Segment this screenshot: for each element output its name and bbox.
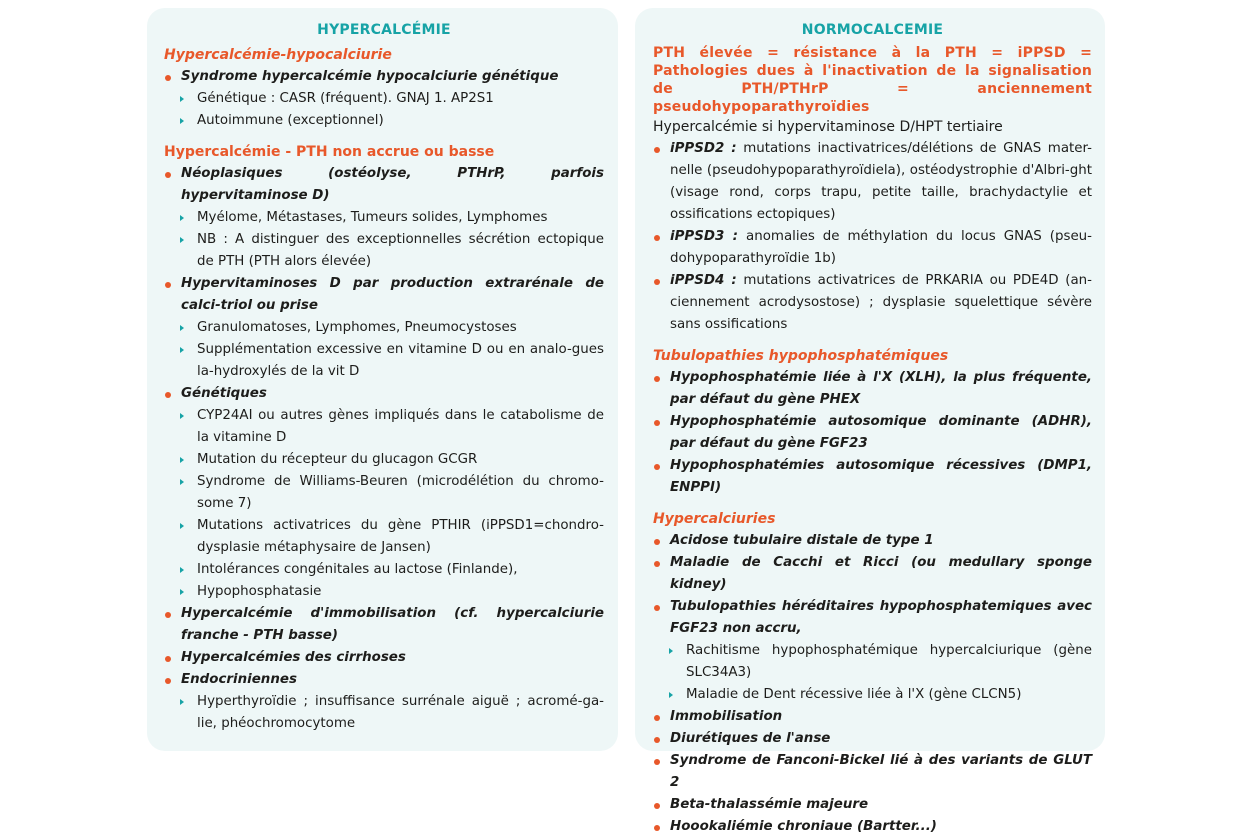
left-sections: [164, 44, 604, 735]
hypercalcemie-card: [147, 8, 618, 751]
list-item: [164, 669, 604, 691]
sub-item-text: Mutations activatrices du gène PTHIR (iPPSD1=chondro-dysplasie métaphysaire de Jansen): [197, 518, 604, 555]
list-item: [653, 367, 1092, 411]
list-item: [164, 163, 604, 207]
bullet-triangle-icon: [669, 648, 673, 654]
bullet-dot-icon: [654, 737, 660, 743]
list-item: [164, 66, 604, 88]
bullet-triangle-icon: [180, 237, 184, 243]
hypercalciuries-list: [653, 530, 1092, 838]
bullet-dot-icon: [654, 715, 660, 721]
list-item: [653, 530, 1092, 552]
sub-item-text: Supplémentation excessive en vitamine D ou en analo-gues la-hydroxylés de la vit D: [197, 342, 604, 379]
item-text: Hypophosphatémies autosomique récessives (DMP1, ENPPI): [670, 458, 1092, 495]
sub-list-item: [164, 110, 604, 132]
card-title: HYPERCALCÉMIE: [317, 22, 451, 38]
bullet-dot-icon: [654, 376, 660, 382]
item-text: Hypercalcémie d'immobilisation (cf. hypercalciurie franche - PTH basse): [181, 606, 604, 643]
section-list: [164, 66, 604, 132]
sub-list-item: [164, 581, 604, 603]
sub-item-text: Granulomatoses, Lymphomes, Pneumocystoses: [197, 320, 517, 335]
sub-item-text: Hyperthyroïdie ; insuffisance surrénale aiguë ; acromé-ga-lie, phéochromocytome: [197, 694, 604, 731]
section-list: [164, 163, 604, 735]
item-text: Syndrome de Fanconi-Bickel lié à des variants de GLUT 2: [670, 753, 1092, 790]
item-text: Immobilisation: [670, 709, 783, 724]
sub-list-item: [164, 691, 604, 735]
pth-heading: PTH élevée = résistance à la PTH = iPPSD = Pathologies dues à l'inactivation de la signalisation de PTH/PTHrP = anciennement pseudohypoparathyroïdies: [653, 45, 1092, 115]
bullet-triangle-icon: [180, 479, 184, 485]
sub-item-text: Mutation du récepteur du glucagon GCGR: [197, 452, 478, 467]
ippsd-label: iPPSD2 :: [670, 141, 737, 156]
bullet-dot-icon: [654, 464, 660, 470]
normocalcemie-card: [635, 8, 1105, 834]
bullet-triangle-icon: [180, 96, 184, 102]
list-item: [164, 603, 604, 647]
ippsd-label: iPPSD3 :: [670, 229, 739, 244]
sub-item-text: NB : A distinguer des exceptionnelles sécrétion ectopique de PTH (PTH alors élevée): [197, 232, 604, 269]
item-text: Hoookaliémie chroniaue (Bartter...): [670, 819, 937, 834]
item-text: Beta-thalassémie majeure: [670, 797, 869, 812]
bullet-triangle-icon: [180, 413, 184, 419]
tubulo-list: [653, 367, 1092, 499]
bullet-triangle-icon: [180, 457, 184, 463]
sub-list-item: [164, 471, 604, 515]
item-text: Acidose tubulaire distale de type 1: [670, 533, 934, 548]
item-text: Hypophosphatémie autosomique dominante (ADHR), par défaut du gène FGF23: [670, 414, 1092, 451]
bullet-dot-icon: [654, 147, 660, 153]
item-text: Néoplasiques (ostéolyse, PTHrP, parfois hypervitaminose D): [181, 166, 604, 203]
sub-list-item: [164, 88, 604, 110]
ippsd-item: [653, 270, 1092, 336]
sub-item-text: Maladie de Dent récessive liée à l'X (gène CLCN5): [686, 687, 1022, 702]
sub-list-item: [164, 405, 604, 449]
list-item: [653, 411, 1092, 455]
sub-list-item: [164, 317, 604, 339]
ippsd-item: [653, 138, 1092, 226]
item-text: Maladie de Cacchi et Ricci (ou medullary sponge kidney): [670, 555, 1092, 592]
bullet-dot-icon: [165, 678, 171, 684]
bullet-triangle-icon: [180, 589, 184, 595]
ippsd-item: [653, 226, 1092, 270]
sub-item-text: Autoimmune (exceptionnel): [197, 113, 384, 128]
item-text: Génétiques: [181, 386, 267, 401]
list-item: [653, 816, 1092, 838]
sub-item-text: CYP24AI ou autres gènes impliqués dans le catabolisme de la vitamine D: [197, 408, 604, 445]
bullet-triangle-icon: [180, 523, 184, 529]
bullet-dot-icon: [654, 803, 660, 809]
sub-list-item: [164, 559, 604, 581]
bullet-dot-icon: [165, 282, 171, 288]
item-text: Hypercalcémies des cirrhoses: [181, 650, 406, 665]
section-heading: Hypercalciuries: [653, 511, 776, 527]
sub-list-item: [164, 229, 604, 273]
bullet-triangle-icon: [180, 567, 184, 573]
item-text: Diurétiques de l'anse: [670, 731, 831, 746]
sub-item-text: Syndrome de Williams-Beuren (microdélétion du chromo-some 7): [197, 474, 604, 511]
sub-item-text: Hypophosphatasie: [197, 584, 322, 599]
sub-list-item: [164, 207, 604, 229]
bullet-triangle-icon: [180, 347, 184, 353]
sub-item-text: Génétique : CASR (fréquent). GNAJ 1. AP2S1: [197, 91, 494, 106]
item-text: Hypophosphatémie liée à l'X (XLH), la plus fréquente, par défaut du gène PHEX: [670, 370, 1092, 407]
ippsd-label: iPPSD4 :: [670, 273, 737, 288]
section-heading: Tubulopathies hypophosphatémiques: [653, 348, 949, 364]
item-text: Syndrome hypercalcémie hypocalciurie génétique: [181, 69, 559, 84]
list-item: [653, 596, 1092, 640]
list-item: [653, 728, 1092, 750]
ippsd-text: mutations inactivatrices/délétions de GNAS mater-nelle (pseudohypoparathyroïdiela), ostéodystrophie d'Albri-ght (visage rond, corps trapu, petite taille, brachydactylie et ossifications ectopiques): [670, 141, 1093, 222]
list-item: [164, 383, 604, 405]
list-item: [653, 750, 1092, 794]
bullet-dot-icon: [165, 392, 171, 398]
bullet-dot-icon: [654, 235, 660, 241]
bullet-dot-icon: [654, 539, 660, 545]
sub-list-item: [164, 449, 604, 471]
list-item: [653, 706, 1092, 728]
bullet-dot-icon: [165, 75, 171, 81]
bullet-triangle-icon: [180, 699, 184, 705]
sub-item-text: Intolérances congénitales au lactose (Finlande),: [197, 562, 518, 577]
sub-list-item: [164, 515, 604, 559]
bullet-dot-icon: [165, 612, 171, 618]
list-item: [653, 794, 1092, 816]
list-item: [653, 455, 1092, 499]
ippsd-text: mutations activatrices de PRKARIA ou PDE4D (an-ciennement acrodysostose) ; dysplasie squelettique sévère sans ossifications: [670, 273, 1092, 332]
item-text: Endocriniennes: [181, 672, 297, 687]
bullet-dot-icon: [654, 825, 660, 831]
bullet-triangle-icon: [180, 118, 184, 124]
sub-list-item: [653, 640, 1092, 684]
bullet-dot-icon: [165, 172, 171, 178]
section-heading: Hypercalcémie-hypocalciurie: [164, 47, 392, 63]
bullet-dot-icon: [654, 605, 660, 611]
item-text: Tubulopathies héréditaires hypophosphatemiques avec FGF23 non accru,: [670, 599, 1092, 636]
bullet-dot-icon: [654, 279, 660, 285]
bullet-dot-icon: [654, 420, 660, 426]
bullet-triangle-icon: [180, 325, 184, 331]
bullet-dot-icon: [654, 561, 660, 567]
list-item: [164, 273, 604, 317]
sub-item-text: Rachitisme hypophosphatémique hypercalciurique (gène SLC34A3): [686, 643, 1092, 680]
sub-list-item: [164, 339, 604, 383]
bullet-dot-icon: [165, 656, 171, 662]
sub-item-text: Myélome, Métastases, Tumeurs solides, Lymphomes: [197, 210, 548, 225]
card-title: NORMOCALCEMIE: [801, 22, 944, 38]
ippsd-text: anomalies de méthylation du locus GNAS (pseu-dohypoparathyroïdie 1b): [670, 229, 1093, 266]
list-item: [164, 647, 604, 669]
item-text: Hypervitaminoses D par production extrarénale de calci-triol ou prise: [181, 276, 604, 313]
list-item: [653, 552, 1092, 596]
bullet-triangle-icon: [180, 215, 184, 221]
ippsd-list: [653, 138, 1092, 336]
section-heading: Hypercalcémie - PTH non accrue ou basse: [164, 144, 495, 160]
bullet-triangle-icon: [669, 692, 673, 698]
sub-list-item: [653, 684, 1092, 706]
pth-note: Hypercalcémie si hypervitaminose D/HPT tertiaire: [653, 119, 1003, 135]
